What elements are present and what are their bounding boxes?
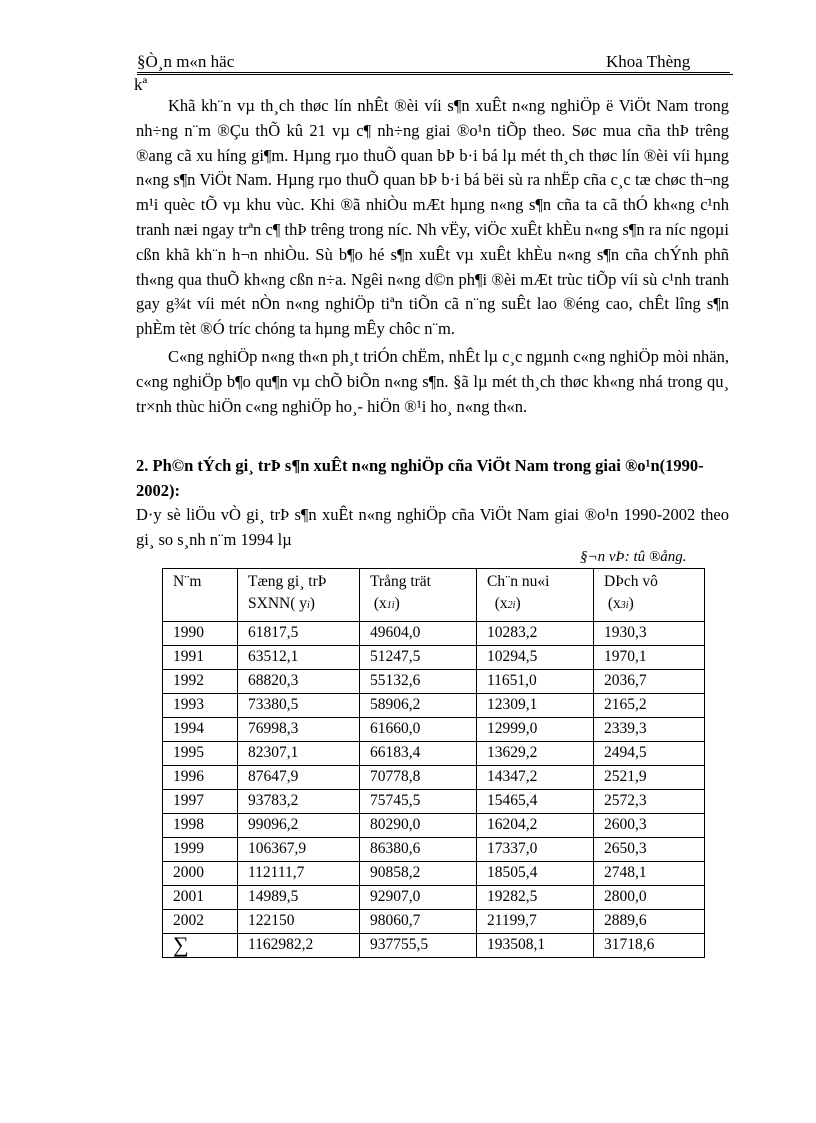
cell-year: 1990: [163, 622, 238, 646]
cell-year: 1992: [163, 670, 238, 694]
header-rule: [137, 74, 733, 75]
table-row: [163, 766, 705, 790]
cell-total: 122150: [238, 910, 360, 934]
cell-livestock: 16204,2: [477, 814, 594, 838]
section-title: 2. Ph©n tÝch gi¸ trÞ s¶n xuÊt n«ng nghiÖp cña ViÖt Nam trong giai ®o¹n(1990-2002):: [136, 456, 704, 500]
cell-livestock: 12999,0: [477, 718, 594, 742]
header-year: N¨m: [163, 569, 238, 622]
cell-services: 2800,0: [594, 886, 705, 910]
cell-crop: 49604,0: [360, 622, 477, 646]
cell-year: 2002: [163, 910, 238, 934]
cell-crop: 58906,2: [360, 694, 477, 718]
cell-year: 1999: [163, 838, 238, 862]
header-right-text: Khoa Thèng: [606, 52, 691, 71]
cell-livestock: 19282,5: [477, 886, 594, 910]
cell-year: 1997: [163, 790, 238, 814]
table-row: [163, 670, 705, 694]
cell-livestock: 12309,1: [477, 694, 594, 718]
cell-total: 82307,1: [238, 742, 360, 766]
cell-services: 2572,3: [594, 790, 705, 814]
cell-year: 2000: [163, 862, 238, 886]
table-row: [163, 646, 705, 670]
cell-total: 112111,7: [238, 862, 360, 886]
cell-total: 99096,2: [238, 814, 360, 838]
cell-crop: 98060,7: [360, 910, 477, 934]
header-continuation: kª: [134, 75, 148, 94]
cell-total: 68820,3: [238, 670, 360, 694]
cell-services: 1930,3: [594, 622, 705, 646]
cell-year: 1995: [163, 742, 238, 766]
table-row: [163, 790, 705, 814]
cell-livestock: 11651,0: [477, 670, 594, 694]
total-sum: 1162982,2: [238, 934, 360, 958]
table-row: [163, 814, 705, 838]
cell-crop: 75745,5: [360, 790, 477, 814]
cell-total: 87647,9: [238, 766, 360, 790]
paragraph-industry: C«ng nghiÖp n«ng th«n ph¸t triÓn chËm, nhÊt lµ c¸c ngµnh c«ng nghiÖp mòi nhän, c«ng nghiÖp b¶o qu¶n vµ chÕ biÕn n«ng s¶n. §ã lµ mét th¸ch thøc kh«ng nhá trong qu¸ tr×nh thùc hiÖn c«ng nghiÖp ho¸- hiÖn ®¹i ho¸ n«ng th«n.: [136, 347, 729, 416]
production-table: [162, 568, 705, 958]
paragraph-challenges: Khã kh¨n vµ th¸ch thøc lín nhÊt ®èi víi s¶n xuÊt n«ng nghiÖp ë ViÖt Nam trong nh÷ng n¨m ®Çu thÕ kû 21 vµ c¶ nh÷ng giai ®o¹n tiÕp theo. Søc mua cña thÞ trêng ®ang cã xu híng gi¶m. Hµng rµo thuÕ quan bÞ b·i bá lµ mét th¸ch thøc lín ®èi víi hµng n«ng s¶n ViÖt Nam. Hµng rµo thuÕ quan bÞ b·i bá bëi sù ra nhËp cña c¸c tæ chøc th¬ng m¹i quèc tÕ vµ khu vùc. Khi ®ã nhiÒu mÆt hµng n«ng s¶n cña ta cã thÓ kh«ng c¹nh tranh næi ngay trªn c¶ thÞ trêng trong níc. Nh vËy, viÖc xuÊt khÈu n«ng s¶n ra níc ngoµi cßn khã kh¨n h¬n nhiÒu. Sù b¶o hé s¶n xuÊt vµ xuÊt khÈu n«ng s¶n cña chÝnh phñ th«ng qua thuÕ kh«ng cßn n÷a. Ngêi n«ng d©n ph¶i ®èi mÆt trùc tiÕp víi sù c¹nh tranh gay g¾t víi mét nÒn n«ng nghiÖp tiªn tiÕn cã n¨ng suÊt lao ®éng cao, chÊt lîng s¶n phÈm tèt ®Ó tríc chóng ta hµng mÊy chôc n¨m.: [136, 96, 729, 339]
cell-crop: 51247,5: [360, 646, 477, 670]
cell-services: 2889,6: [594, 910, 705, 934]
table-row: [163, 742, 705, 766]
cell-crop: 66183,4: [360, 742, 477, 766]
table-row: [163, 886, 705, 910]
cell-total: 61817,5: [238, 622, 360, 646]
cell-total: 93783,2: [238, 790, 360, 814]
cell-total: 63512,1: [238, 646, 360, 670]
cell-total: 106367,9: [238, 838, 360, 862]
cell-total: 76998,3: [238, 718, 360, 742]
header-left-text: §Ò¸n m«n häc: [137, 52, 235, 71]
cell-crop: 55132,6: [360, 670, 477, 694]
table-row: [163, 862, 705, 886]
cell-crop: 90858,2: [360, 862, 477, 886]
page-header: [137, 50, 730, 73]
header-total: Tæng gi¸ trÞ SXNN( yi): [238, 569, 360, 622]
table-row: [163, 910, 705, 934]
cell-crop: 70778,8: [360, 766, 477, 790]
paragraph-data-intro: D·y sè liÖu vÒ gi¸ trÞ s¶n xuÊt n«ng nghiÖp cña ViÖt Nam giai ®o¹n 1990-2002 theo gi¸ so s¸nh n¨m 1994 lµ: [136, 505, 729, 549]
cell-livestock: 10283,2: [477, 622, 594, 646]
services-sum: 31718,6: [594, 934, 705, 958]
cell-services: 2036,7: [594, 670, 705, 694]
table-row: [163, 838, 705, 862]
cell-year: 1993: [163, 694, 238, 718]
cell-services: 2600,3: [594, 814, 705, 838]
cell-year: 1991: [163, 646, 238, 670]
cell-crop: 61660,0: [360, 718, 477, 742]
cell-services: 2650,3: [594, 838, 705, 862]
cell-total: 14989,5: [238, 886, 360, 910]
cell-crop: 80290,0: [360, 814, 477, 838]
cell-year: 1994: [163, 718, 238, 742]
cell-services: 2748,1: [594, 862, 705, 886]
cell-livestock: 10294,5: [477, 646, 594, 670]
header-crop: Trång trät (x1i): [360, 569, 477, 622]
cell-livestock: 15465,4: [477, 790, 594, 814]
cell-services: 1970,1: [594, 646, 705, 670]
cell-year: 1998: [163, 814, 238, 838]
header-services: DÞch vô (x3i): [594, 569, 705, 622]
table-row: [163, 718, 705, 742]
cell-total: 73380,5: [238, 694, 360, 718]
cell-crop: 86380,6: [360, 838, 477, 862]
cell-livestock: 14347,2: [477, 766, 594, 790]
cell-livestock: 17337,0: [477, 838, 594, 862]
cell-year: 2001: [163, 886, 238, 910]
cell-services: 2339,3: [594, 718, 705, 742]
unit-note: §¬n vÞ: tû ®ång.: [580, 549, 687, 565]
table-total-row: [163, 934, 705, 958]
header-livestock: Ch¨n nu«i (x2i): [477, 569, 594, 622]
cell-services: 2165,2: [594, 694, 705, 718]
table-header-row: [163, 569, 705, 622]
livestock-sum: 193508,1: [477, 934, 594, 958]
sigma-symbol: ∑: [163, 934, 238, 958]
table-row: [163, 622, 705, 646]
table-row: [163, 694, 705, 718]
cell-year: 1996: [163, 766, 238, 790]
crop-sum: 937755,5: [360, 934, 477, 958]
cell-livestock: 13629,2: [477, 742, 594, 766]
cell-services: 2521,9: [594, 766, 705, 790]
cell-livestock: 21199,7: [477, 910, 594, 934]
cell-services: 2494,5: [594, 742, 705, 766]
cell-crop: 92907,0: [360, 886, 477, 910]
cell-livestock: 18505,4: [477, 862, 594, 886]
